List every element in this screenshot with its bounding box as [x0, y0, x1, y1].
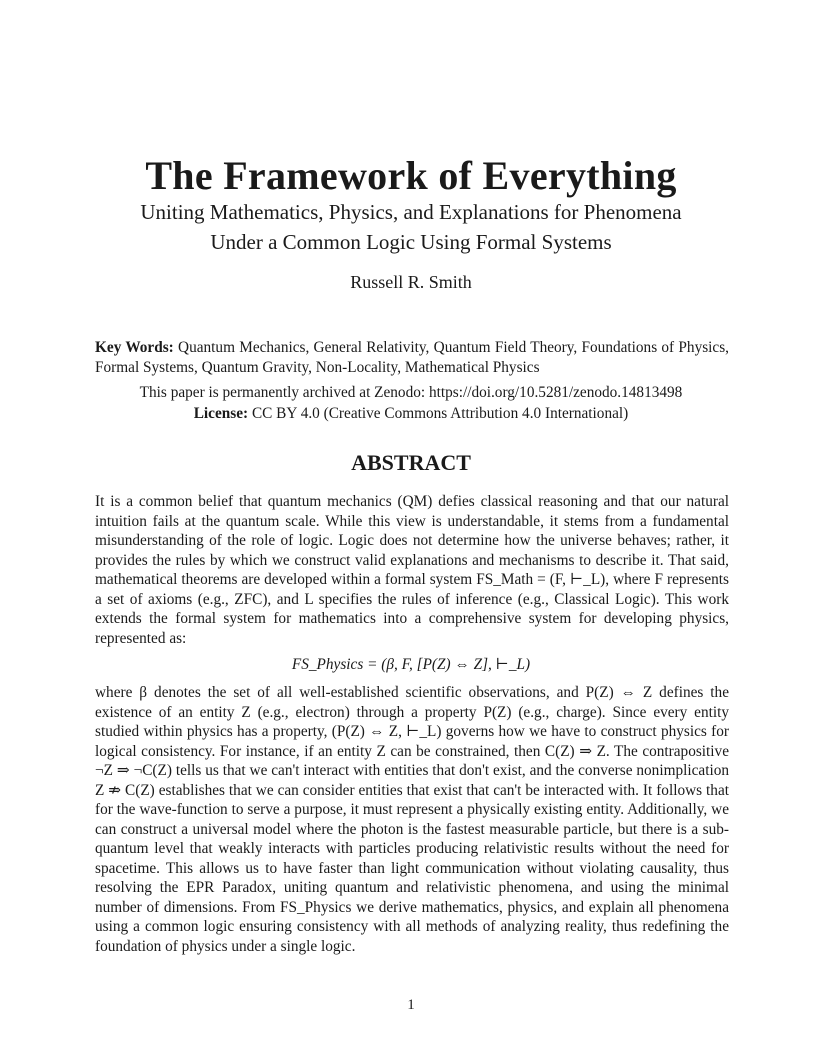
fs-physics-equation: FS_Physics = (β, F, [P(Z) ⇔ Z], ⊢_L): [291, 656, 531, 673]
abstract-paragraph-1: It is a common belief that quantum mechanics (QM) defies classical reasoning and that our natural intuition fails at the quantum scale. While this view is understandable, it stems from a fundamental misunderstanding of the role of logic. Logic does not determine how the universe behaves; rather, it provides the rules by which we construct valid explanations and mechanisms to describe it. That said, mathematical theorems are developed within a formal system FS_Math = (F, ⊢_L), where F represents a set of axioms (e.g., ZFC), and L specifies the rules of inference (e.g., Classical Logic). This work extends the formal system for mathematics into a comprehensive system for developing physics, represented as:: [95, 493, 729, 647]
license-label: License:: [193, 405, 249, 422]
keywords-block: [95, 338, 729, 377]
license-line: [0, 405, 822, 423]
author-name: Russell R. Smith: [350, 272, 472, 292]
archive-statement: This paper is permanently archived at Zenodo: https://doi.org/10.5281/zenodo.14813498: [139, 384, 683, 401]
license-text: CC BY 4.0 (Creative Commons Attribution 4.0 International): [251, 405, 629, 422]
page-number: 1: [407, 997, 415, 1013]
paper-subtitle-line1: Uniting Mathematics, Physics, and Explanations for Phenomena: [140, 200, 682, 224]
abstract-heading: ABSTRACT: [351, 450, 471, 475]
paper-subtitle-line2: Under a Common Logic Using Formal Systems: [210, 230, 612, 254]
paper-title: The Framework of Everything: [145, 153, 677, 198]
abstract-paragraph-2: where β denotes the set of all well-established scientific observations, and P(Z) ⇔ Z defines the existence of an entity Z (e.g., electron) through a property P(Z) (e.g., charge). Since every entity studied within physics has a property, (P(Z) ⇔ Z, ⊢_L) governs how we have to construct physics for logical consistency. For instance, if an entity Z can be constrained, then C(Z) ⇒ Z. The contrapositive ¬Z ⇒ ¬C(Z) tells us that we can't interact with entities that don't exist, and the converse nonimplication Z ⇏ C(Z) establishes that we can consider entities that exist that can't be interacted with. It follows that for the wave-function to serve a purpose, it must represent a physically existing entity. Additionally, we can construct a universal model where the photon is the fastest measurable particle, but there is a sub-quantum level that weakly interacts with particles producing relativistic results without the need for spacetime. This allows us to have faster than light communication without violating causality, thus resolving the EPR Paradox, uniting quantum and relativistic phenomena, and using the minimal number of dimensions. From FS_Physics we derive mathematics, physics, and explain all phenomena using a common logic ensuring consistency with all methods of analyzing reality, thus redefining the foundation of physics under a single logic.: [95, 684, 729, 955]
keywords-list: Quantum Mechanics, General Relativity, Quantum Field Theory, Foundations of Physics, Formal Systems, Quantum Gravity, Non-Locality, Mathematical Physics: [95, 339, 729, 376]
keywords-label: Key Words:: [95, 339, 174, 356]
